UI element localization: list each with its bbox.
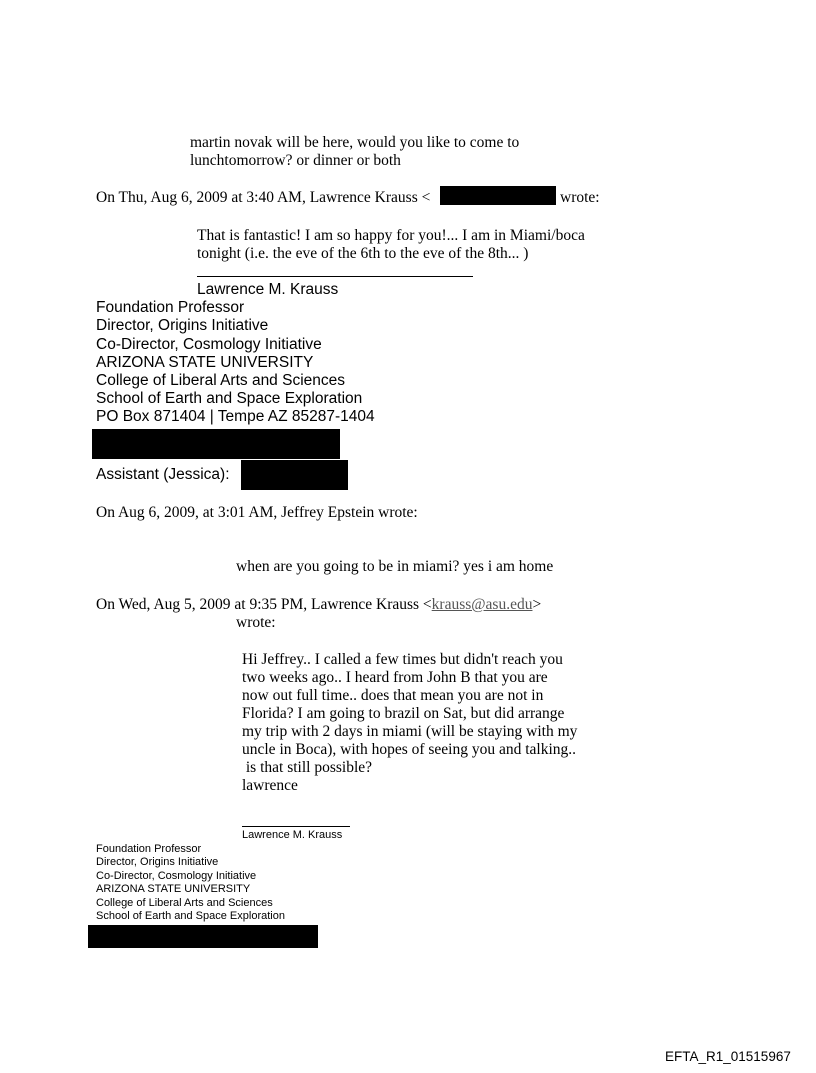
quote-header-3-suffix: > [532, 596, 542, 613]
signature-small-line: ARIZONA STATE UNIVERSITY [96, 883, 251, 895]
assistant-label: Assistant (Jessica): [96, 466, 230, 483]
message-3-line: uncle in Boca), with hopes of seeing you and talking.. [242, 741, 577, 758]
message-3-line: lawrence [242, 777, 298, 794]
redaction-phone [88, 925, 318, 948]
message-3-line: now out full time.. does that mean you are not in [242, 687, 544, 704]
signature-divider [197, 276, 473, 277]
signature-line: Foundation Professor [96, 299, 245, 316]
email-link[interactable]: krauss@asu.edu [431, 596, 533, 613]
message-2: when are you going to be in miami? yes i am home [236, 558, 554, 575]
signature-small-divider [242, 826, 350, 827]
signature-small-line: Co-Director, Cosmology Initiative [96, 870, 257, 882]
signature-line: School of Earth and Space Exploration [96, 390, 363, 407]
message-3-line: my trip with 2 days in miami (will be staying with my [242, 723, 578, 740]
redaction-contact [92, 429, 340, 459]
quote-header-1-prefix: On Thu, Aug 6, 2009 at 3:40 AM, Lawrence Krauss < [96, 189, 431, 206]
quote-header-3-wrote: wrote: [236, 614, 276, 631]
message-3-line: Florida? I am going to brazil on Sat, but did arrange [242, 705, 565, 722]
message-1-line-2: tonight (i.e. the eve of the 6th to the eve of the 8th... ) [197, 245, 529, 262]
message-3-line: Hi Jeffrey.. I called a few times but didn't reach you [242, 651, 563, 668]
quote-header-3 [96, 596, 541, 614]
document-id: EFTA_R1_01515967 [665, 1049, 791, 1064]
signature-line: College of Liberal Arts and Sciences [96, 372, 346, 389]
signature-name: Lawrence M. Krauss [197, 281, 339, 298]
signature-small-line: Foundation Professor [96, 843, 202, 855]
quote-header-1-wrote: wrote: [560, 189, 600, 206]
redaction-assistant [241, 460, 348, 490]
signature-line: PO Box 871404 | Tempe AZ 85287-1404 [96, 408, 375, 425]
signature-small-line: Director, Origins Initiative [96, 856, 219, 868]
reply-line-1: martin novak will be here, would you like to come to [190, 134, 520, 151]
signature-small-name: Lawrence M. Krauss [242, 829, 343, 841]
signature-small-line: College of Liberal Arts and Sciences [96, 897, 273, 909]
quote-header-3-prefix: On Wed, Aug 5, 2009 at 9:35 PM, Lawrence Krauss < [96, 596, 432, 613]
signature-small-line: School of Earth and Space Exploration [96, 910, 285, 922]
message-1-line-1: That is fantastic! I am so happy for you!... I am in Miami/boca [197, 227, 585, 244]
signature-line: Director, Origins Initiative [96, 317, 269, 334]
redaction-email-1 [440, 186, 556, 205]
signature-line: Co-Director, Cosmology Initiative [96, 336, 322, 353]
message-3-line: two weeks ago.. I heard from John B that you are [242, 669, 548, 686]
message-3-line: is that still possible? [242, 759, 373, 776]
signature-line: ARIZONA STATE UNIVERSITY [96, 354, 314, 371]
quote-header-2: On Aug 6, 2009, at 3:01 AM, Jeffrey Epstein wrote: [96, 504, 418, 521]
quote-header-1 [96, 189, 430, 207]
reply-line-2: lunchtomorrow? or dinner or both [190, 152, 401, 169]
